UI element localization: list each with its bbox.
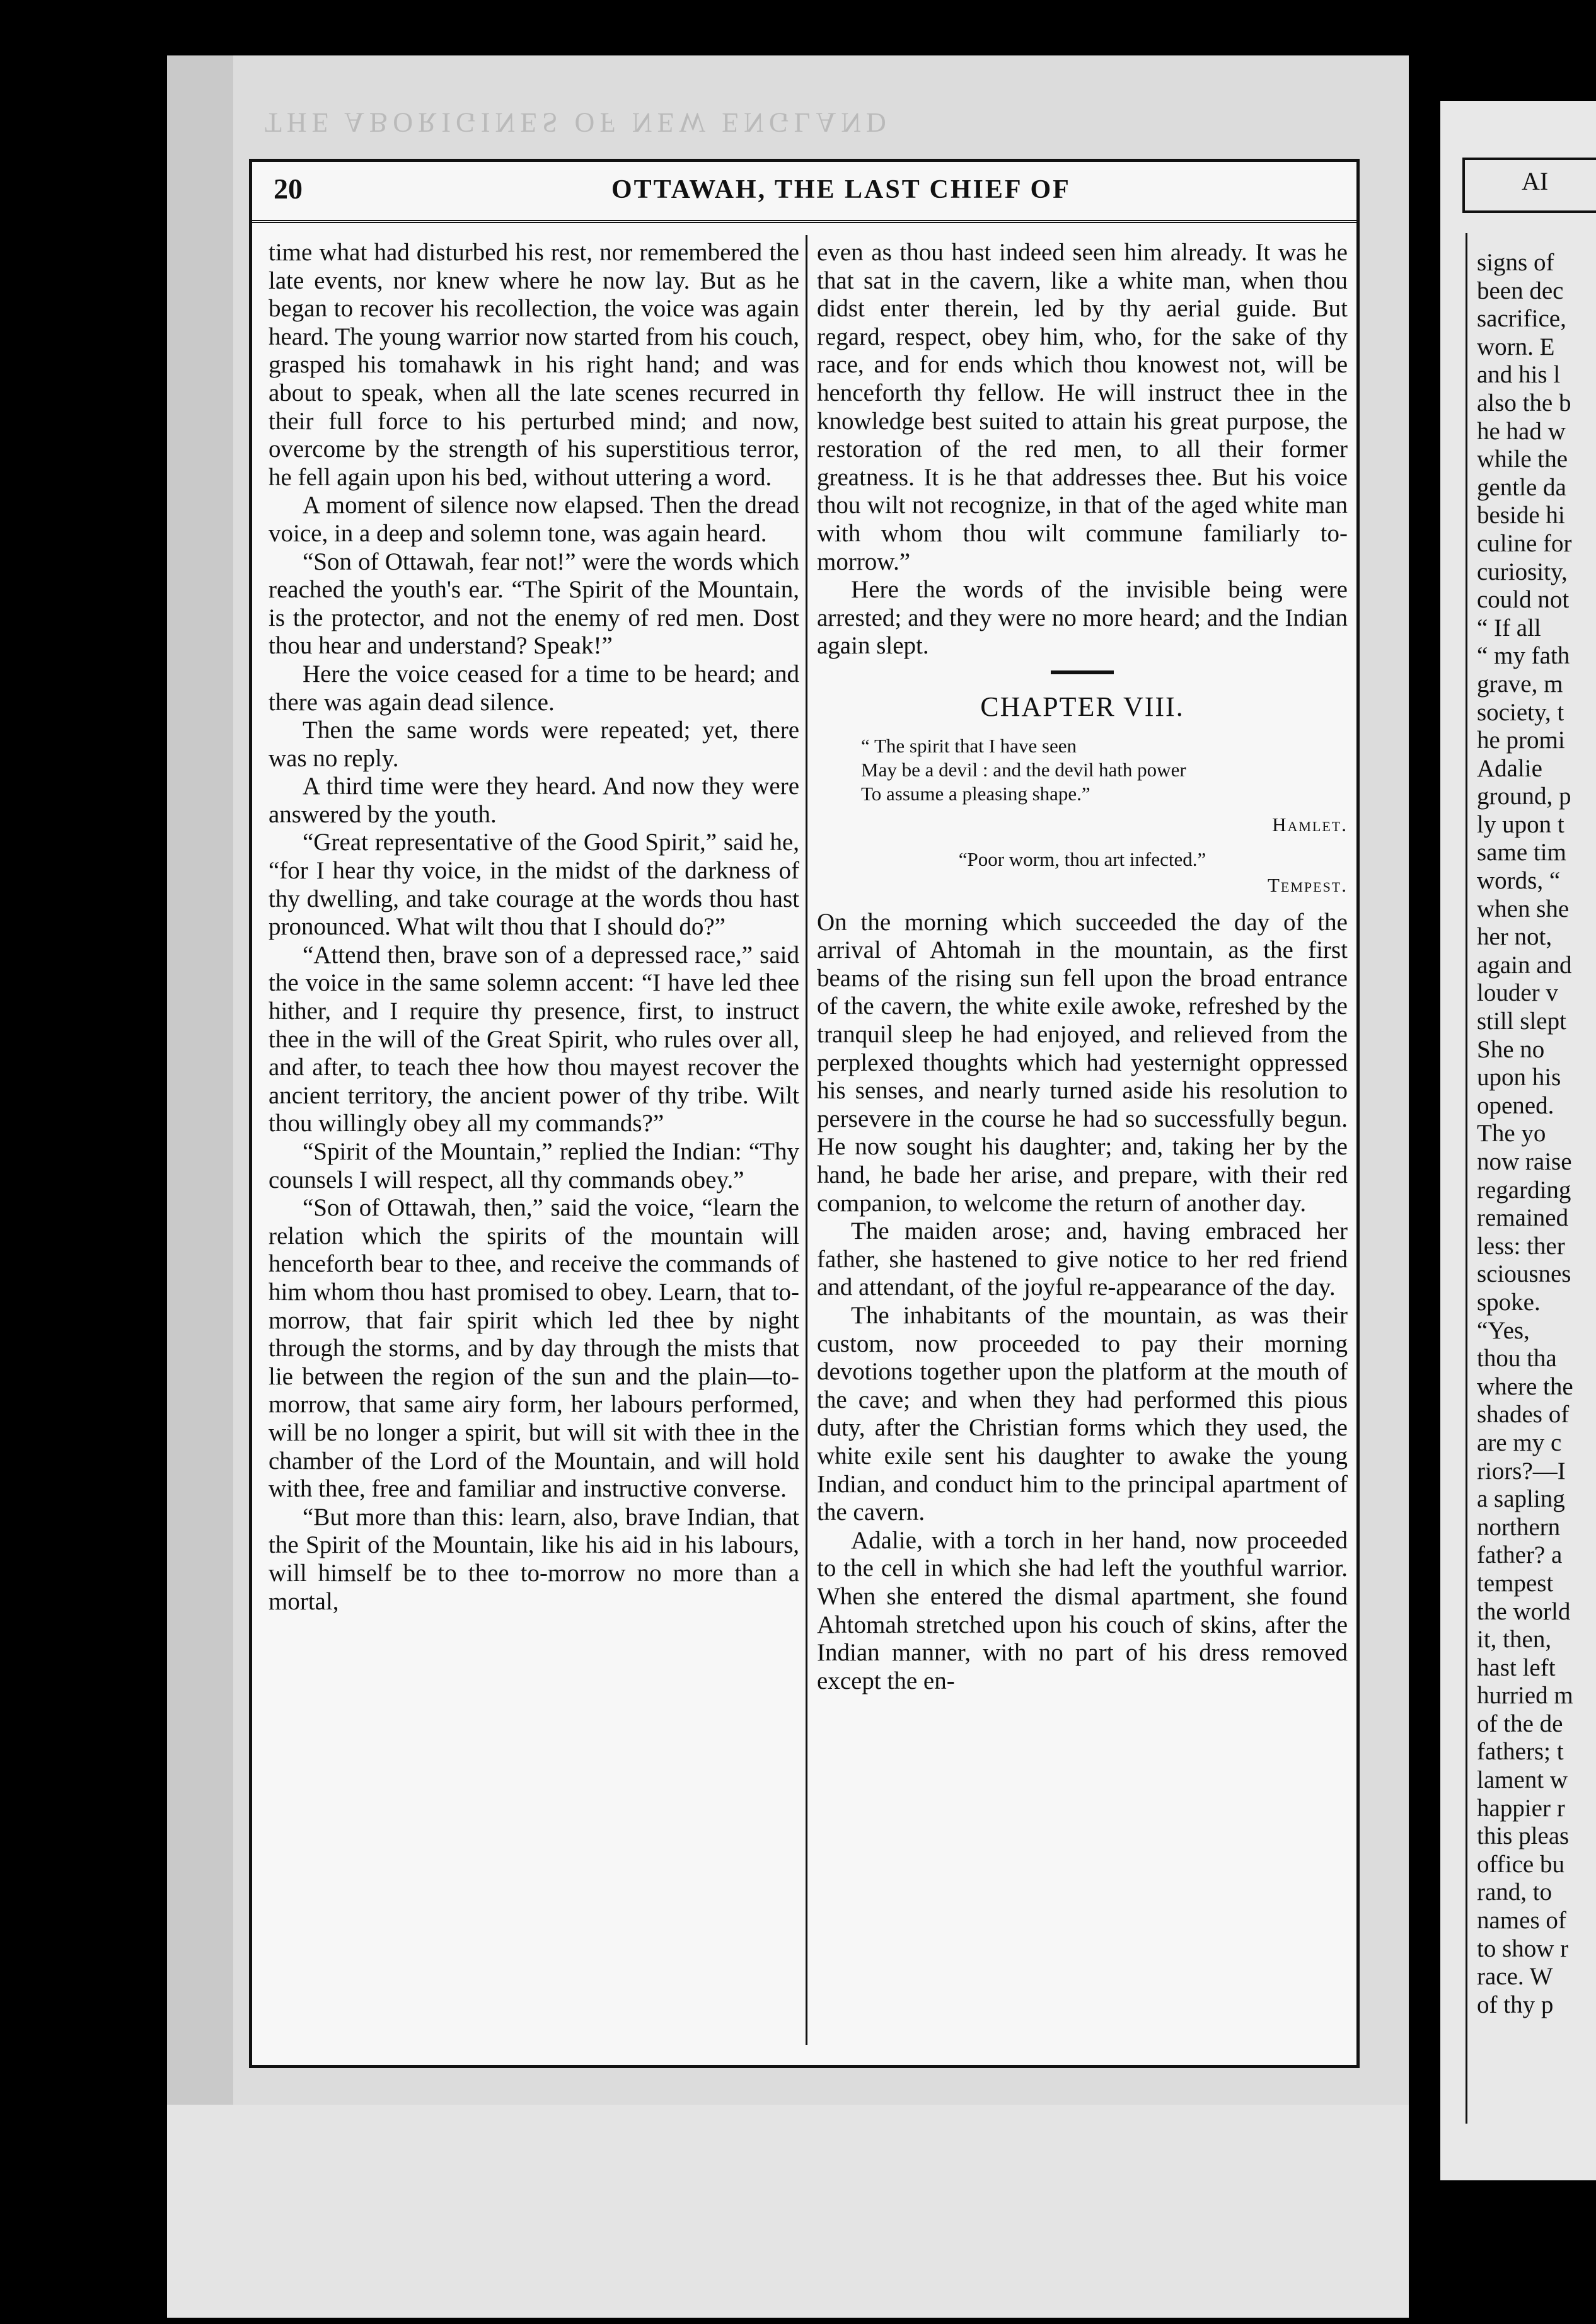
adjacent-page-line: beside hi xyxy=(1477,502,1565,529)
column-divider xyxy=(806,235,807,2045)
adjacent-page-line: rand, to xyxy=(1477,1878,1553,1906)
adjacent-page-line: thou tha xyxy=(1477,1345,1557,1372)
section-rule xyxy=(1051,670,1114,674)
epigraph-line: May be a devil : and the devil hath power xyxy=(861,758,1186,781)
adjacent-page-line: when she xyxy=(1477,895,1570,923)
paragraph: “Spirit of the Mountain,” replied the Indian: “Thy counsels I will respect, all thy commands obey.” xyxy=(269,1138,799,1194)
adjacent-page-rule xyxy=(1466,233,1467,2124)
adjacent-page-line: less: ther xyxy=(1477,1232,1565,1260)
paragraph: “But more than this: learn, also, brave Indian, that the Spirit of the Mountain, like his aid in his labours, will himself be to thee to-morrow no more than a mortal, xyxy=(269,1503,799,1615)
epigraph-attribution: Hamlet. xyxy=(1272,813,1348,836)
adjacent-page-line: words, “ xyxy=(1477,867,1561,895)
paragraph: even as thou hast indeed seen him already. It was he that sat in the cavern, like a white man, when thou didst enter therein, led by thy aerial guide. But regard, respect, obey him, who, for the sake of thy race, and for ends which thou knowest not, will be henceforth thy fellow. He will instruct thee in the knowledge best suited to attain his great purpose, the restoration of the red men, to all their former greatness. It is he that addresses thee. But his voice thou wilt not recognize, in that of the aged white man with whom thou wilt commune familiarly to-morrow.” xyxy=(817,239,1348,575)
adjacent-page-line: office bu xyxy=(1477,1850,1564,1878)
page-bottom-margin xyxy=(167,2105,1409,2318)
adjacent-page-line: northern xyxy=(1477,1513,1561,1541)
adjacent-page-line: spoke. xyxy=(1477,1288,1541,1316)
adjacent-page-line: lament w xyxy=(1477,1766,1568,1794)
adjacent-page-line: he had w xyxy=(1477,417,1566,445)
adjacent-page-line: Adalie xyxy=(1477,754,1542,782)
paragraph: time what had disturbed his rest, nor remembered the late events, nor knew where he now lay. But as he began to recover his recollection, the voice was again heard. The young warrior now started from his couch, grasped his tomahawk in his right hand; and was about to speak, when all the late scenes recurred in their full force to his perturbed mind; and now, overcome by the strength of his superstitious terror, he fell again upon his bed, without uttering a word. xyxy=(269,239,799,491)
paragraph: Here the voice ceased for a time to be heard; and there was again dead silence. xyxy=(269,660,799,716)
left-column xyxy=(269,239,799,1616)
adjacent-page-line: worn. E xyxy=(1477,333,1555,360)
page-number: 20 xyxy=(274,173,303,205)
page-gutter xyxy=(167,55,233,2318)
adjacent-page-line: it, then, xyxy=(1477,1626,1552,1654)
adjacent-page-line: been dec xyxy=(1477,277,1564,304)
paragraph: On the morning which succeeded the day of the arrival of Ahtomah in the mountain, as the first beams of the rising sun fell upon the broad entrance of the cavern, the white exile awoke, refreshed by the tranquil sleep he had enjoyed, and relieved from the perplexed thoughts which had yesternight oppressed his senses, and nearly turned aside his resolution to persevere in the course he had so successfully begun. He now sought his daughter; and, taking her by the hand, he bade her arise, and prepare, with their red companion, to welcome the return of another day. xyxy=(817,908,1348,1217)
adjacent-page-line: of thy p xyxy=(1477,1991,1554,2018)
adjacent-page-line: the world xyxy=(1477,1597,1571,1625)
adjacent-page-line: upon his xyxy=(1477,1064,1561,1091)
epigraph-1 xyxy=(817,734,1348,806)
adjacent-page-line: father? a xyxy=(1477,1541,1563,1569)
adjacent-page-line: same tim xyxy=(1477,839,1566,866)
adjacent-page-line: hurried m xyxy=(1477,1682,1573,1710)
adjacent-page-line: to show r xyxy=(1477,1935,1569,1962)
adjacent-header-text: AI xyxy=(1522,167,1549,195)
bleed-through-text: THE ABORIGINES OF NEW ENGLAND xyxy=(265,107,891,138)
adjacent-page-line: and his l xyxy=(1477,361,1561,389)
adjacent-page-line: her not, xyxy=(1477,923,1553,951)
printed-page xyxy=(249,159,1360,2068)
adjacent-page-line: he promi xyxy=(1477,727,1565,754)
adjacent-page-line: louder v xyxy=(1477,979,1558,1007)
adjacent-page-line: while the xyxy=(1477,446,1568,473)
adjacent-page xyxy=(1440,101,1596,2180)
epigraph-line: “ The spirit that I have seen xyxy=(861,734,1077,757)
adjacent-page-line: now raise xyxy=(1477,1148,1572,1175)
adjacent-page-line: happier r xyxy=(1477,1794,1565,1822)
adjacent-page-line: again and xyxy=(1477,951,1572,979)
adjacent-page-line: The yo xyxy=(1477,1120,1546,1148)
adjacent-page-line: “ my fath xyxy=(1477,642,1570,670)
adjacent-page-line: also the b xyxy=(1477,389,1571,417)
paragraph: “Son of Ottawah, fear not!” were the words which reached the youth's ear. “The Spirit of the Mountain, is the protector, and not the enemy of red men. Dost thou hear and understand? Speak!” xyxy=(269,548,799,660)
paragraph: A third time were they heard. And now they were answered by the youth. xyxy=(269,773,799,828)
chapter-title: CHAPTER VIII. xyxy=(980,691,1184,722)
adjacent-page-column xyxy=(1477,249,1596,2019)
epigraph-line: To assume a pleasing shape.” xyxy=(861,782,1090,805)
adjacent-page-line: ground, p xyxy=(1477,783,1571,810)
paragraph: Adalie, with a torch in her hand, now proceeded to the cell in which she had left the youthful warrior. When she entered the dismal apartment, she found Ahtomah stretched upon his couch of skins, after the Indian manner, with no part of his dress removed except the en- xyxy=(817,1526,1348,1694)
adjacent-page-line: race. W xyxy=(1477,1963,1553,1991)
adjacent-page-line: this pleas xyxy=(1477,1822,1570,1850)
paragraph: “Son of Ottawah, then,” said the voice, “learn the relation which the spirits of the mountain will henceforth bear to thee, and receive the commands of him whom thou hast promised to obey. Learn, that to-morrow, that fair spirit which led thee by night through the storms, and by day through the mists that lie between the region of the sun and the plain—to-morrow, that same airy form, her labours performed, will be no longer a spirit, but will sit with thee in the chamber of the Lord of the Mountain, and will hold with thee, free and familiar and instructive converse. xyxy=(269,1194,799,1503)
adjacent-page-line: hast left xyxy=(1477,1654,1556,1681)
adjacent-page-header xyxy=(1462,158,1596,213)
adjacent-page-line: riors?—I xyxy=(1477,1457,1566,1485)
paragraph: “Attend then, brave son of a depressed race,” said the voice in the same solemn accent: “I have led thee hither, and I require thy presence, first, to instruct thee in the will of the Great Spirit, who rules over all, and after, to teach thee how thou mayest recover the ancient territory, the ancient power of thy tribe. Wilt thou willingly obey all my commands?” xyxy=(269,941,799,1137)
adjacent-page-line: ly upon t xyxy=(1477,810,1564,838)
adjacent-page-line: remained xyxy=(1477,1204,1569,1232)
adjacent-page-line: regarding xyxy=(1477,1176,1571,1204)
adjacent-page-line: sciousnes xyxy=(1477,1260,1571,1288)
adjacent-page-line: where the xyxy=(1477,1372,1573,1400)
adjacent-page-line: of the de xyxy=(1477,1710,1563,1737)
adjacent-page-line: “ If all xyxy=(1477,614,1541,641)
paragraph: The maiden arose; and, having embraced her father, she hastened to give notice to her red friend and attendant, of the joyful re-appearance of the day. xyxy=(817,1217,1348,1301)
adjacent-page-line: a sapling xyxy=(1477,1485,1565,1513)
adjacent-page-line: “Yes, xyxy=(1477,1316,1530,1344)
adjacent-page-line: fathers; t xyxy=(1477,1738,1564,1766)
epigraph-attribution: Tempest. xyxy=(1267,874,1348,897)
adjacent-page-line: still slept xyxy=(1477,1008,1566,1035)
adjacent-page-line: curiosity, xyxy=(1477,558,1568,585)
page-header xyxy=(252,162,1356,223)
adjacent-page-line: grave, m xyxy=(1477,670,1563,698)
paragraph: A moment of silence now elapsed. Then the dread voice, in a deep and solemn tone, was again heard. xyxy=(269,492,799,547)
adjacent-page-line: gentle da xyxy=(1477,473,1566,501)
right-column xyxy=(817,239,1348,1695)
adjacent-page-line: could not xyxy=(1477,586,1570,614)
adjacent-page-line: names of xyxy=(1477,1907,1566,1935)
adjacent-page-line: tempest xyxy=(1477,1569,1554,1597)
adjacent-page-line: are my c xyxy=(1477,1429,1562,1456)
paragraph: The inhabitants of the mountain, as was their custom, now proceeded to pay their morning devotions together upon the platform at the mouth of the cave; and when they had performed this pious duty, after the Christian forms which they used, the white exile sent his daughter to awake the young Indian, and conduct him to the principal apartment of the cavern. xyxy=(817,1302,1348,1526)
adjacent-page-line: shades of xyxy=(1477,1401,1570,1429)
paragraph: “Great representative of the Good Spirit,” said he, “for I hear thy voice, in the midst of the darkness of thy dwelling, and take courage at the words thou hast pronounced. What wilt thou that I should do?” xyxy=(269,829,799,941)
running-head: OTTAWAH, THE LAST CHIEF OF xyxy=(611,175,1071,204)
paragraph: Here the words of the invisible being were arrested; and they were no more heard; and the Indian again slept. xyxy=(817,576,1348,660)
adjacent-page-line: signs of xyxy=(1477,249,1554,276)
paragraph: Then the same words were repeated; yet, there was no reply. xyxy=(269,716,799,772)
adjacent-page-line: society, t xyxy=(1477,698,1564,726)
adjacent-page-line: She no xyxy=(1477,1035,1545,1063)
adjacent-page-line: sacrifice, xyxy=(1477,305,1566,333)
epigraph-2: “Poor worm, thou art infected.” xyxy=(958,848,1206,871)
adjacent-page-line: opened. xyxy=(1477,1091,1554,1119)
adjacent-page-line: culine for xyxy=(1477,529,1572,557)
